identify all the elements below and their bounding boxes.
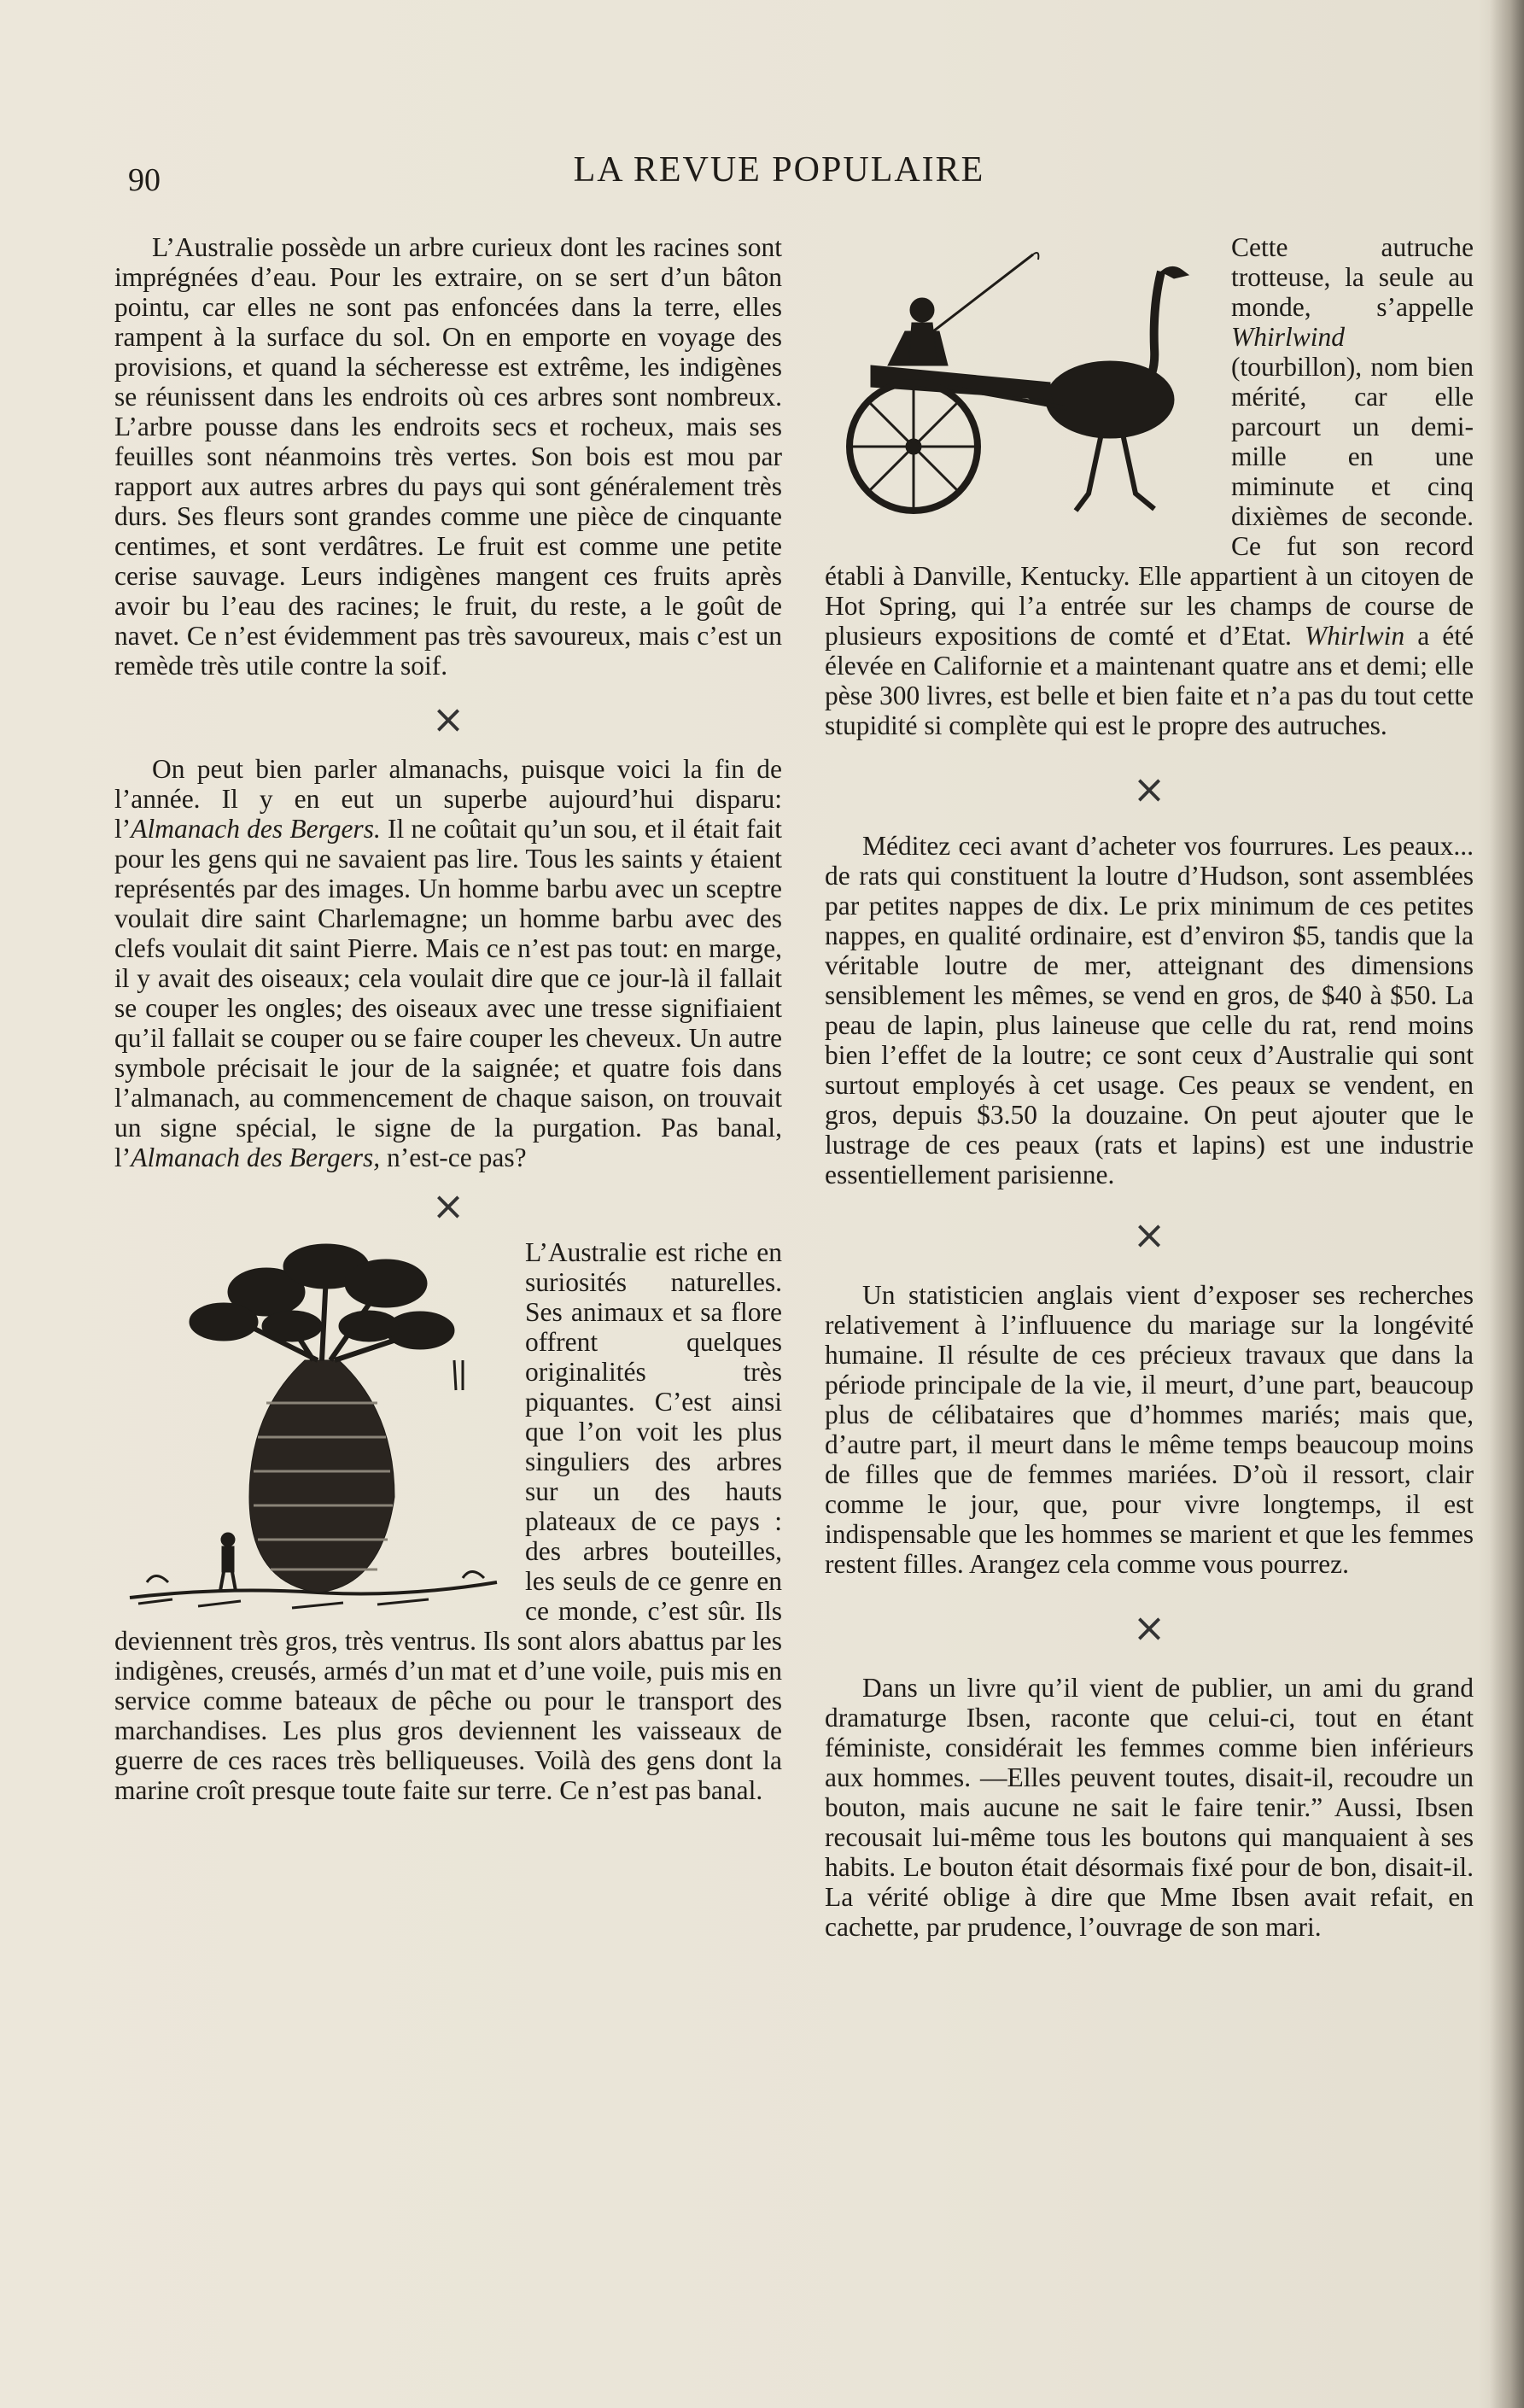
- ostrich-name-1: Whirlwind: [1231, 322, 1346, 352]
- separator-cross: ×: [431, 696, 465, 742]
- almanach-title-2: Almanach des Bergers,: [131, 1143, 381, 1172]
- bottle-tree-illustration: [121, 1241, 510, 1616]
- ostrich-text-b: (tourbillon), nom bien mérité, car elle parcourt un demi-mille en une miminute et cinq dixièmes de seconde. Ce fut son record établi à Danville, Kentucky. Elle appartient à un citoyen de Hot Spring, qui l’a entrée sur les champs de course de plusieurs expositions de comté et d’Etat.: [825, 352, 1474, 651]
- article-bottle-trees: [114, 1237, 782, 1805]
- article-ostrich: [825, 232, 1474, 740]
- ostrich-text-a: Cette autruche trotteuse, la seule au monde, s’appelle: [1231, 232, 1474, 322]
- separator-cross: ×: [1132, 1604, 1166, 1651]
- almanach-text-a: On peut bien parler almanachs, puisque voici la fin de l’année. Il y en eut un superbe aujourd’hui disparu: l’: [114, 754, 782, 844]
- separator-cross: ×: [1132, 1212, 1166, 1258]
- article-ibsen: Dans un livre qu’il vient de publier, un ami du grand dramaturge Ibsen, raconte que celui-ci, tout en étant féministe, considérait les femmes comme bien inférieurs aux hommes. —Elles peuvent toutes, disait-il, recoudre un bouton, mais aucune ne sait le faire tenir.” Aussi, Ibsen recousait lui-même tous les boutons qui manquaient à ses habits. Le bouton était désormais fixé pour de bon, disait-il. La vérité oblige à dire que Mme Ibsen avait refait, en cachette, par prudence, l’ouvrage de son mari.: [825, 1673, 1474, 1942]
- journal-title: LA REVUE POPULAIRE: [573, 150, 985, 190]
- almanach-title-1: Almanach des Bergers.: [131, 814, 381, 844]
- page-edge-shadow: [1490, 0, 1524, 2408]
- bottle-trees-text: L’Australie est riche en suriosités naturelles. Ses animaux et sa flore offrent quelques originalités très piquantes. C’est ainsi que l’on voit les plus singuliers des arbres sur un des hauts plateaux de ce pays : des arbres bouteilles, les seuls de ce genre en ce monde, c’est sûr. Ils deviennent très gros, très ventrus. Ils sont alors abattus par les indigènes, creusés, armés d’un mat et d’une voile, puis mis en service comme bateaux de pêche ou pour le transport des marchandises. Les plus gros deviennent les vaisseaux de guerre de ces races très belliqueuses. Voilà des gens dont la marine croît presque toute faite sur terre. Ce n’est pas banal.: [114, 1237, 782, 1805]
- article-almanach: [114, 754, 782, 1172]
- ostrich-name-2: Whirlwin: [1304, 621, 1405, 651]
- article-furs: Méditez ceci avant d’acheter vos fourrures. Les peaux... de rats qui constituent la loutre d’Hudson, sont assemblées par petites nappes de dix. Le prix minimum de ces petites nappes, en qualité ordinaire, est d’environ $5, tandis que la véritable loutre de mer, atteignant des dimensions sensiblement les mêmes, se vend en gros, de $40 à $50. La peau de lapin, plus laineuse que celle du rat, rend moins bien l’effet de la loutre; ce sont ceux d’Australie qui sont surtout employés à cet usage. Ces peaux se vendent, en gros, depuis $3.50 la douzaine. On peut ajouter que le lustrage de ces peaux (rats et lapins) est une industrie essentiellement parisienne.: [825, 831, 1474, 1189]
- ostrich-sulky-illustration: [837, 237, 1212, 532]
- left-column: [114, 232, 782, 1805]
- article-australian-tree: L’Australie possède un arbre curieux dont les racines sont imprégnées d’eau. Pour les extraire, on se sert d’un bâton pointu, car elles ne sont pas enfoncées dans la terre, elles rampent à la surface du sol. On en emporte en voyage des provisions, et quand la sécheresse est extrême, les indigènes se réunissent dans les endroits où ces arbres sont nombreux. L’arbre pousse dans les endroits secs et rocheux, mais ses feuilles sont néanmoins très vertes. Son bois est mou par rapport aux autres arbres du pays qui sont généralement très durs. Ses fleurs sont grandes comme une pièce de cinquante centimes, et sont verdâtres. Le fruit est comme une petite cerise sauvage. Leurs indigènes mangent ces fruits après avoir bu l’eau des racines; le fruit, du reste, a le goût de navet. Ce n’est évidemment pas très savoureux, mais c’est un remède très utile contre la soif.: [114, 232, 782, 681]
- separator-cross: ×: [1132, 766, 1166, 812]
- right-column: [825, 232, 1474, 1942]
- page-number: 90: [128, 162, 161, 198]
- article-marriage-longevity: Un statisticien anglais vient d’exposer ses recherches relativement à l’influuence du mariage sur la longévité humaine. Il résulte de ces précieux travaux que dans la période principale de la vie, il meurt, d’une part, beaucoup plus de célibataires que d’hommes mariés; mais que, d’autre part, il meurt dans le même temps beaucoup moins de filles que de femmes mariées. D’où il ressort, clair comme le jour, que, pour vivre longtemps, il est indispensable que les hommes se marient et que les femmes restent filles. Arangez cela comme vous pourrez.: [825, 1280, 1474, 1579]
- almanach-text-c: n’est-ce pas?: [380, 1143, 527, 1172]
- almanach-text-b: Il ne coûtait qu’un sou, et il était fait pour les gens qui ne savaient pas lire. Tous les saints y étaient représentés par des images. Un homme barbu avec un sceptre voulait dire saint Charlemagne; un homme barbu avec des clefs voulait dit saint Pierre. Mais ce n’est pas tout: en marge, il y avait des oiseaux; cela voulait dire que ce jour-là il fallait se couper les ongles; des oiseaux avec une tresse signifiaient qu’il fallait se couper ou se faire couper les cheveux. Un autre symbole précisait le jour de la saignée; et quatre fois dans l’almanach, au commencement de chaque saison, on trouvait un signe spécial, le signe de la purgation. Pas banal, l’: [114, 814, 782, 1172]
- ostrich-text-c: a été élevée en Californie et a maintenant quatre ans et demi; elle pèse 300 livres, est belle et bien faite et n’a pas du tout cette stupidité si complète qui est le propre des autruches.: [825, 621, 1474, 740]
- separator-cross: ×: [431, 1183, 465, 1229]
- page-header: [0, 149, 1524, 201]
